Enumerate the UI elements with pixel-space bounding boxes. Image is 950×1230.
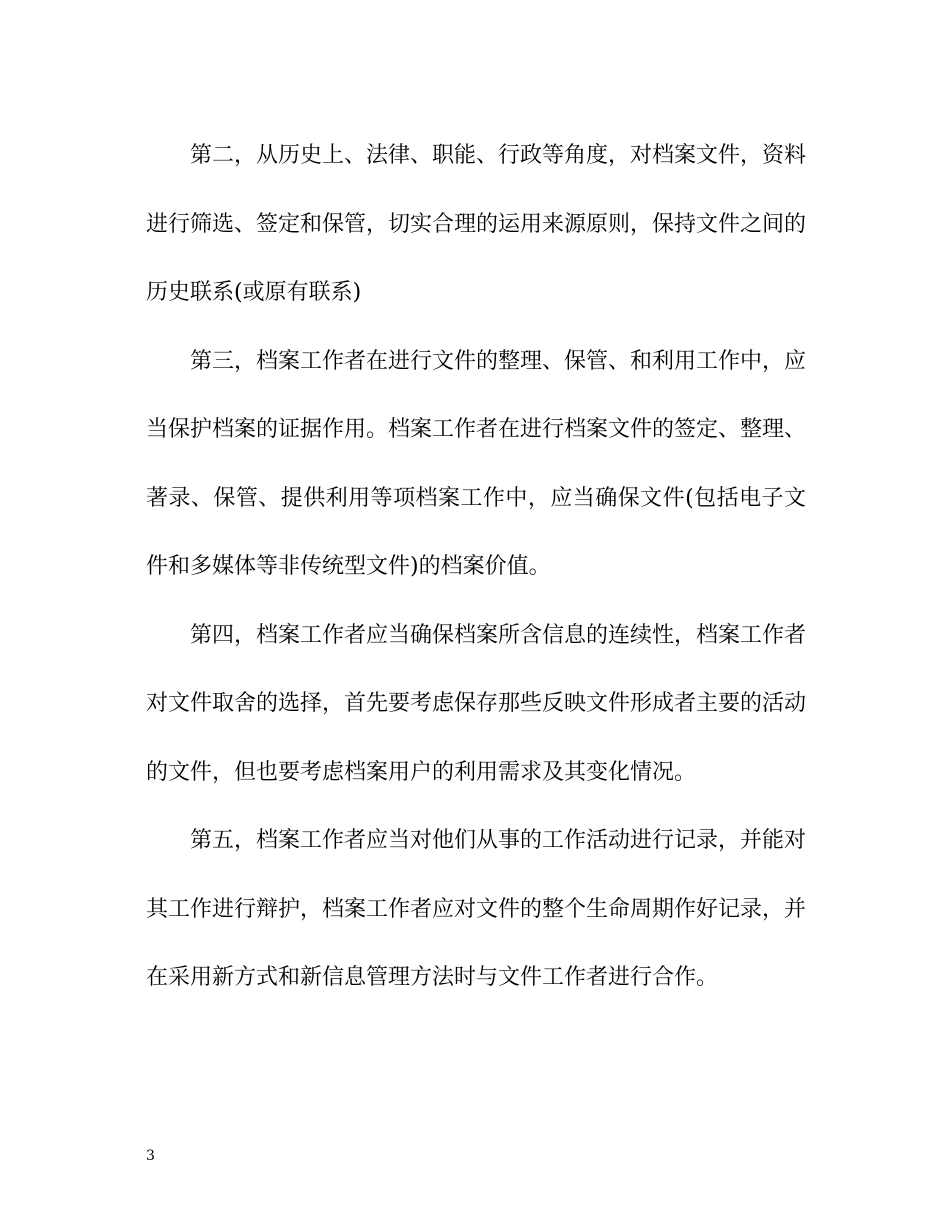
paragraph-fifth-principle: 第五，档案工作者应当对他们从事的工作活动进行记录，并能对其工作进行辩护，档案工作者应对文件的整个生命周期作好记录，并在采用新方式和新信息管理方法时与文件工作者进行合作。 (146, 828, 807, 990)
paragraph-fourth-principle: 第四，档案工作者应当确保档案所含信息的连续性，档案工作者对文件取舍的选择，首先要考虑保存那些反映文件形成者主要的活动的文件，但也要考虑档案用户的利用需求及其变化情况。 (146, 622, 807, 785)
page-number: 3 (146, 1148, 155, 1164)
paragraph-third-principle: 第三，档案工作者在进行文件的整理、保管、和利用工作中，应当保护档案的证据作用。档案工作者在进行档案文件的签定、整理、著录、保管、提供利用等项档案工作中，应当确保文件(包括电子文件和多媒体等非传统型文件)的档案价值。 (146, 348, 807, 579)
document-body (146, 122, 806, 1013)
paragraph-second-principle: 第二，从历史上、法律、职能、行政等角度，对档案文件，资料进行筛选、签定和保管，切实合理的运用来源原则，保持文件之间的历史联系(或原有联系) (146, 143, 807, 305)
